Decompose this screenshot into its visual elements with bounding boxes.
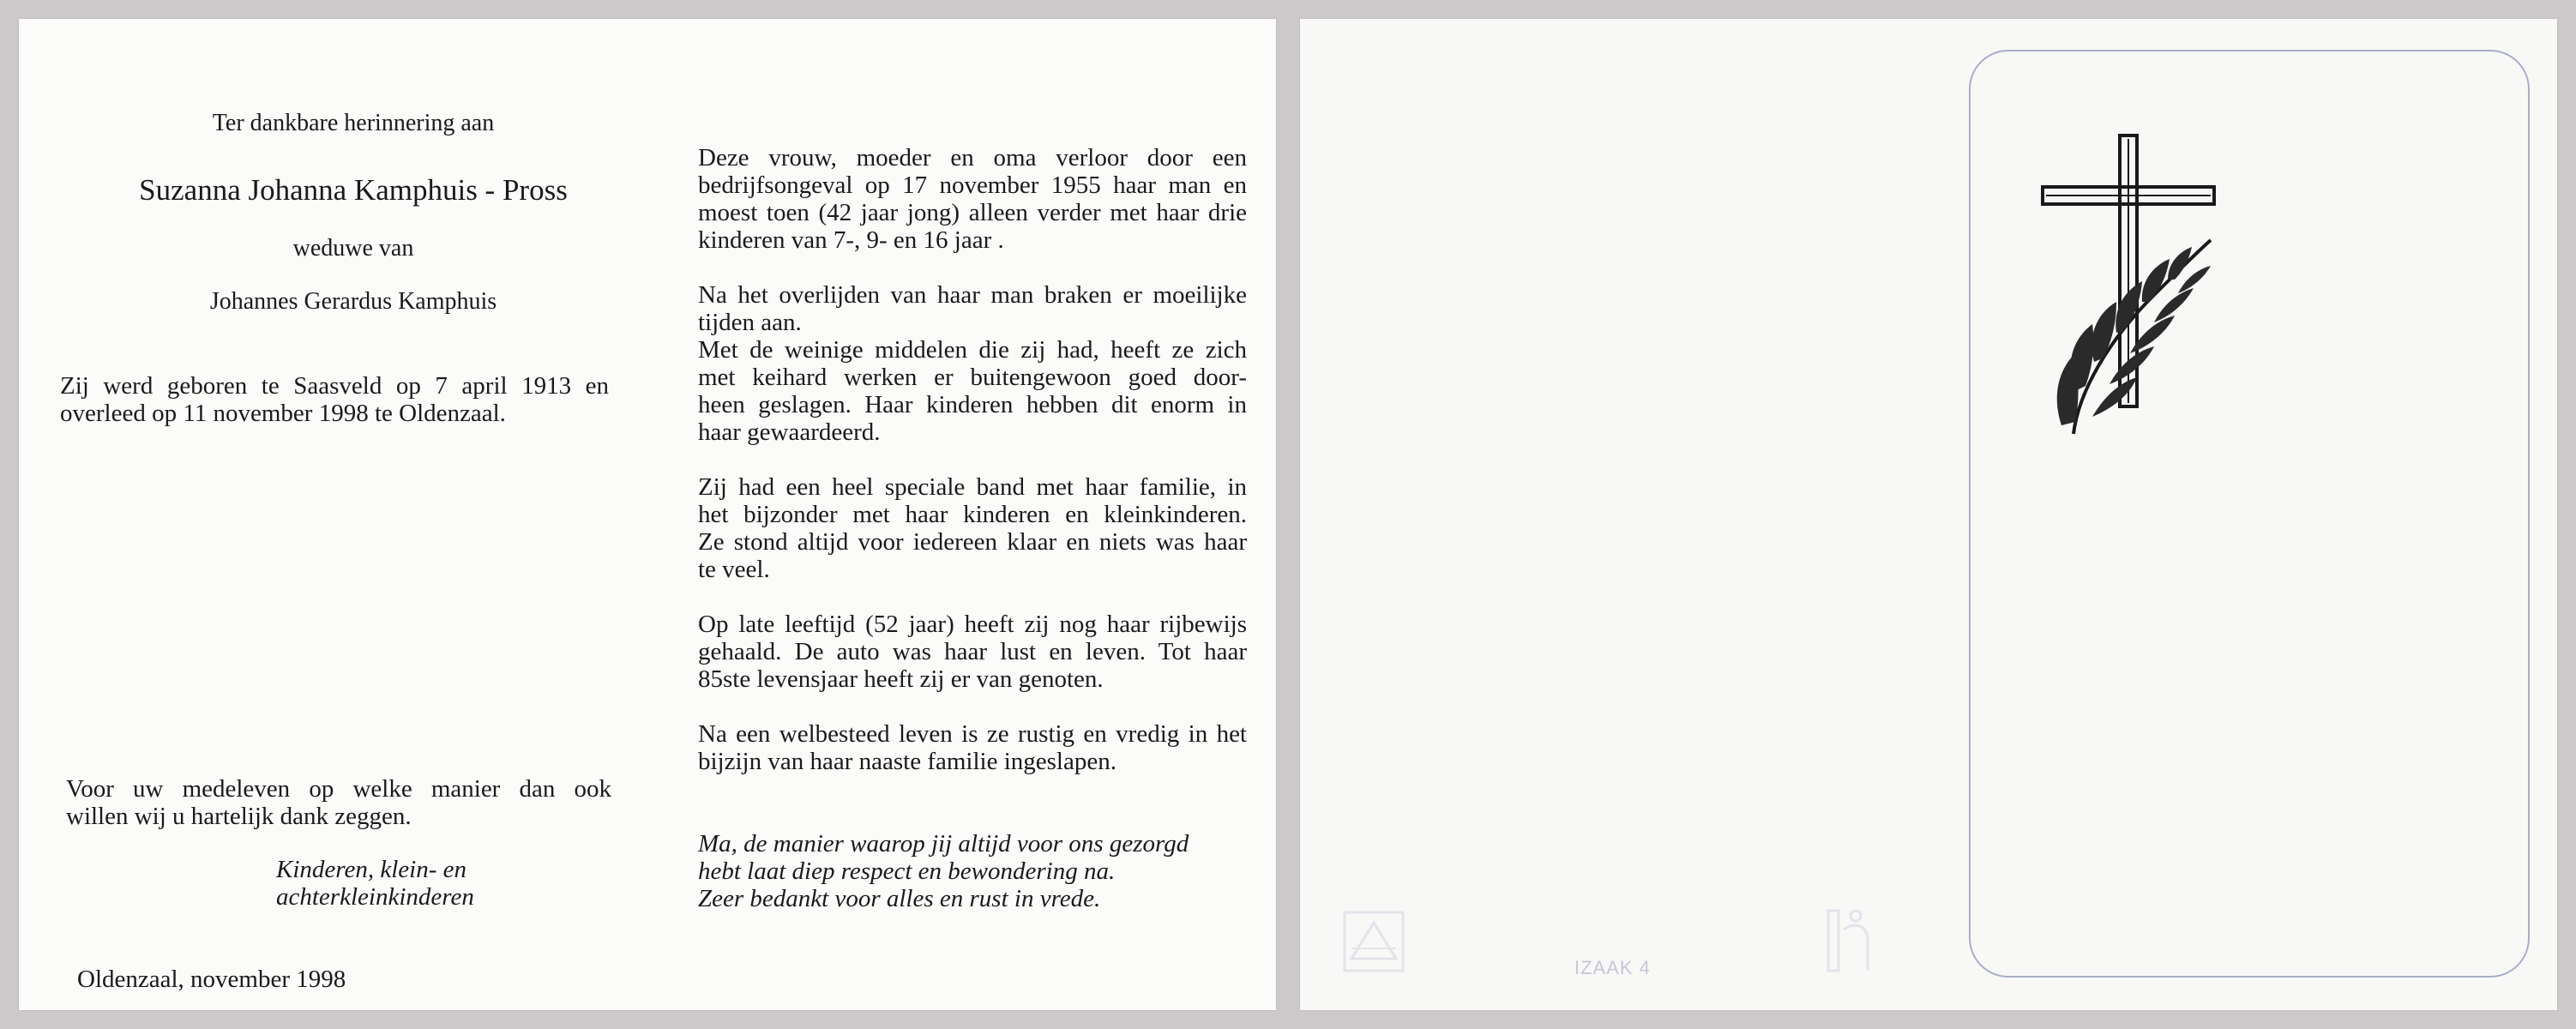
text-line: Ze stond altijd voor iedereen klaar en niets was haar [698, 528, 1247, 556]
text-line: gehaald. De auto was haar lust en leven. Tot haar [698, 638, 1247, 665]
memorial-card-text-side [19, 19, 1276, 1010]
text-line: Deze vrouw, moeder en oma verloor door een [698, 144, 1247, 172]
text-line: Zij werd geboren te Saasveld op 7 april 1913 en [60, 372, 609, 400]
heading: Ter dankbare herinnering aan [212, 110, 495, 136]
text-line: achterkleinkinderen [276, 883, 474, 911]
birth-death-paragraph [60, 372, 609, 427]
life-paragraph-4 [698, 611, 1247, 693]
text-line: heen geslagen. Haar kinderen hebben dit enorm in [698, 391, 1247, 418]
thanks-paragraph [66, 775, 611, 830]
widow-of-label: weduwe van [292, 235, 414, 262]
closing-poem [698, 830, 1247, 912]
husband-name: Johannes Gerardus Kamphuis [209, 288, 497, 315]
memorial-card-cover-side [1300, 19, 2557, 1010]
text-line: hebt laat diep respect en bewondering na. [698, 858, 1116, 885]
text-line: moest toen (42 jaar jong) alleen verder met haar drie [698, 199, 1247, 226]
text-line: willen wij u hartelijk dank zeggen. [66, 803, 412, 830]
text-line: 85ste levensjaar heeft zij er van genoten. [698, 665, 1104, 693]
cross-with-palm-branch-icon [2041, 134, 2247, 442]
text-line: haar gewaardeerd. [698, 418, 881, 446]
life-paragraph-3 [698, 473, 1247, 583]
text-line: Zij had een heel speciale band met haar familie, in [698, 473, 1247, 501]
text-line: Zeer bedankt voor alles en rust in vrede. [698, 885, 1101, 912]
text-line: bedrijfsongeval op 17 november 1955 haar man en [698, 172, 1247, 199]
text-line: overleed op 11 november 1998 te Oldenzaal. [60, 400, 506, 427]
place-and-date: Oldenzaal, november 1998 [77, 966, 346, 993]
family-signoff [276, 856, 612, 911]
text-line: Met de weinige middelen die zij had, heeft ze zich [698, 336, 1247, 364]
text-line: kinderen van 7-, 9- en 16 jaar . [698, 226, 1004, 254]
text-line: Na een welbesteed leven is ze rustig en vredig in het [698, 720, 1247, 748]
deceased-name: Suzanna Johanna Kamphuis - Pross [139, 173, 568, 207]
life-paragraph-2 [698, 281, 1247, 446]
text-line: bijzijn van haar naaste familie ingeslapen. [698, 748, 1116, 775]
text-line: Kinderen, klein- en [276, 856, 466, 883]
text-line: met keihard werken er buitengewoon goed door- [698, 364, 1247, 391]
printer-logo-icon [1339, 907, 1408, 976]
text-line: te veel. [698, 556, 770, 583]
text-line: het bijzonder met haar kinderen en kleinkinderen. [698, 501, 1247, 528]
life-paragraph-1 [698, 144, 1247, 254]
printer-mark-icon [1821, 904, 1876, 981]
life-paragraph-5 [698, 720, 1247, 775]
printer-code: IZAAK 4 [1574, 957, 1651, 978]
text-line: tijden aan. [698, 309, 802, 336]
text-line: Voor uw medeleven op welke manier dan ook [66, 775, 611, 803]
text-line: Na het overlijden van haar man braken er moeilijke [698, 281, 1247, 309]
text-line: Ma, de manier waarop jij altijd voor ons gezorgd [698, 830, 1189, 858]
text-line: Op late leeftijd (52 jaar) heeft zij nog haar rijbewijs [698, 611, 1247, 638]
